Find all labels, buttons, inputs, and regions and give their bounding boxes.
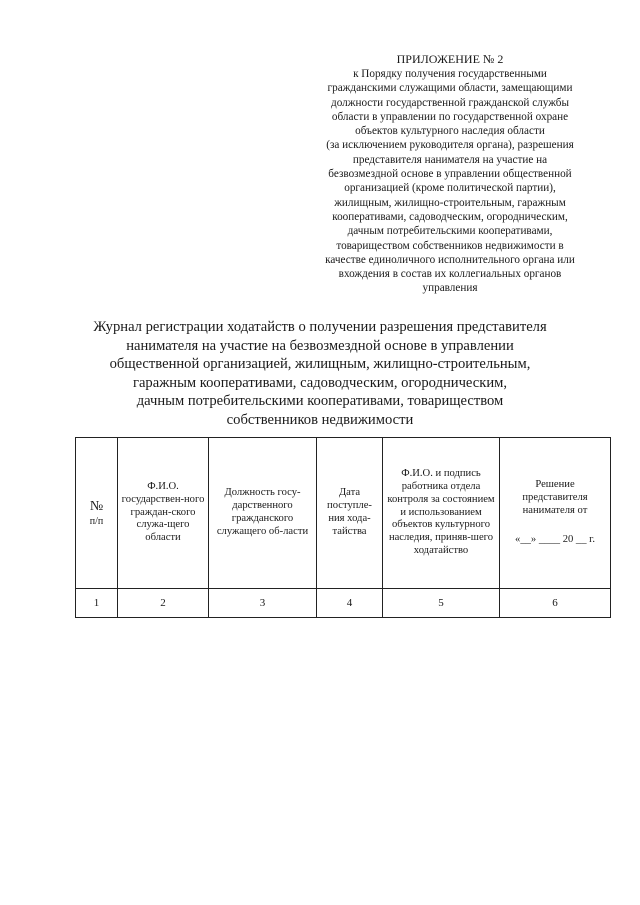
journal-title-line: гаражным кооперативами, садоводческим, огородническим, [132, 374, 508, 391]
journal-title-line: нанимателя на участие на безвозмездной основе в управлении [126, 337, 514, 354]
decision-date-blank: «__» ____ 20 __ г. [515, 533, 595, 545]
column-number: 3 [209, 589, 317, 618]
appendix-title: ПРИЛОЖЕНИЕ № 2 [396, 52, 504, 66]
column-number: 2 [118, 589, 209, 618]
column-number: 4 [317, 589, 383, 618]
column-number: 5 [383, 589, 500, 618]
pp-label: п/п [89, 515, 104, 527]
column-number: 6 [500, 589, 611, 618]
appendix-line: объектов культурного наследия области [355, 125, 545, 138]
header-cell-receiver: Ф.И.О. и подпись работника отдела контроля за состоянием и использованием объектов культурного наследия, приняв-шего ходатайство [383, 438, 500, 589]
appendix-line: должности государственной гражданской службы [331, 96, 569, 109]
journal-title-line: собственников недвижимости [226, 411, 414, 428]
journal-title-line: общественной организацией, жилищным, жилищно-строительным, [109, 356, 531, 373]
column-number: 1 [76, 589, 118, 618]
header-cell-fio: Ф.И.О. государствен-ного граждан-ского служа-щего области [118, 438, 209, 589]
appendix-line: к Порядку получения государственными [353, 68, 547, 80]
appendix-line: качестве единоличного исполнительного органа или [325, 253, 575, 266]
appendix-line: области в управлении по государственной охране [331, 110, 569, 123]
number-sign: № [89, 498, 104, 514]
appendix-line: (за исключением руководителя органа), разрешения [326, 139, 574, 152]
appendix-block [300, 52, 600, 296]
register-table [75, 437, 611, 618]
table-header-row [76, 438, 611, 589]
header-cell-number [76, 438, 118, 589]
appendix-line: представителя нанимателя на участие на [352, 153, 548, 166]
journal-title-line: Журнал регистрации ходатайств о получении разрешения представителя [93, 319, 547, 335]
header-cell-decision [500, 438, 611, 589]
appendix-line: жилищным, жилищно-строительным, гаражным [334, 196, 566, 209]
decision-label: Решение представителя нанимателя от [522, 479, 588, 516]
appendix-line: безвозмездной основе в управлении общественной [328, 168, 572, 181]
appendix-line: организацией (кроме политической партии), [344, 182, 556, 195]
journal-title [60, 318, 580, 430]
table-number-row [76, 589, 611, 618]
appendix-line: кооперативами, садоводческим, огородническим, [332, 210, 568, 223]
header-cell-date: Дата поступле-ния хода-тайства [317, 438, 383, 589]
appendix-line: товариществом собственников недвижимости в [336, 239, 564, 252]
appendix-line: гражданскими служащими области, замещающими [327, 82, 573, 95]
journal-title-line: дачным потребительскими кооперативами, товариществом [136, 393, 504, 410]
appendix-line: дачным потребительскими кооперативами, [347, 225, 553, 238]
header-cell-position: Должность госу-дарственного гражданского служащего об-ласти [209, 438, 317, 589]
appendix-line: вхождения в состав их коллегиальных органов [338, 268, 562, 281]
appendix-line: управления [422, 282, 478, 295]
